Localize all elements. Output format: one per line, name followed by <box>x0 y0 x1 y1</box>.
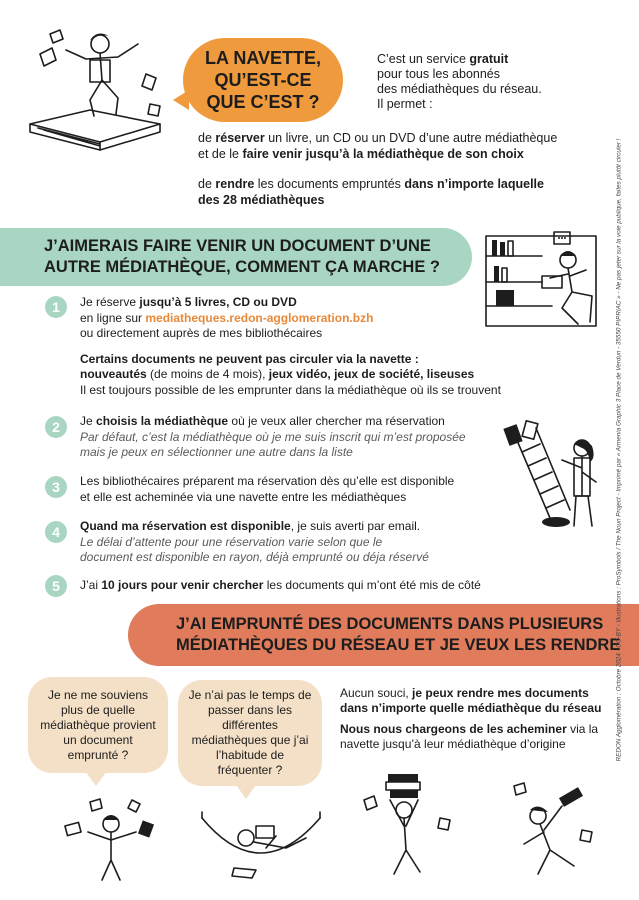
text: les documents empruntés <box>254 177 405 191</box>
intro-line: des médiathèques du réseau. <box>377 82 542 96</box>
answer-text <box>340 686 610 752</box>
text: de <box>198 131 216 145</box>
text-bold: rendre <box>215 177 255 191</box>
intro-line: Il permet : <box>377 97 433 111</box>
section2-banner <box>0 228 472 286</box>
bubble-line: plus de quelle <box>60 702 136 717</box>
ladder-librarian-illustration <box>496 418 612 530</box>
text-bold: nouveautés <box>80 367 147 381</box>
title-line: QU’EST-CE <box>214 70 312 90</box>
bubble-line: médiathèque provient <box>40 717 156 732</box>
intro-text <box>377 52 607 112</box>
bubble-line: Je n’ai pas le temps de <box>188 688 312 702</box>
question-bubble-1 <box>28 677 168 773</box>
feature-reserve <box>198 130 618 162</box>
text-bold: dans n’importe quelle médiathèque du réseau <box>340 701 602 715</box>
step-number-2: 2 <box>45 416 67 438</box>
title-line: QUE C’EST ? <box>206 92 320 112</box>
intro-line: pour tous les abonnés <box>377 67 501 81</box>
step-number-1: 1 <box>45 296 67 318</box>
text-bold: faire venir jusqu’à la médiathèque de son choix <box>242 147 524 161</box>
text-italic: mais je peux en sélectionner une autre dans la liste <box>80 445 353 459</box>
flying-book-reader-illustration <box>20 14 180 164</box>
text-italic: document est disponible en rayon, déjà emprunté ou déja réservé <box>80 550 429 564</box>
bubble-line: différentes <box>222 718 278 732</box>
text-italic: Par défaut, c’est la médiathèque où je me suis inscrit qui m’est proposée <box>80 429 466 444</box>
text: Les bibliothécaires préparent ma réservation dès qu’elle est disponible <box>80 474 455 488</box>
text-bold: des 28 médiathèques <box>198 193 325 207</box>
step-3 <box>80 474 480 505</box>
credits-vertical <box>615 138 623 762</box>
bubble-line: médiathèques que j’ai <box>191 733 309 747</box>
text: les documents qui m’ont été mis de côté <box>263 578 481 592</box>
banner-line: J’AI EMPRUNTÉ DES DOCUMENTS DANS PLUSIEURS <box>176 615 604 633</box>
text: où je veux aller chercher ma réservation <box>228 414 445 428</box>
feature-return <box>198 176 618 208</box>
question-bubble-2 <box>178 680 322 786</box>
step-number-4: 4 <box>45 521 67 543</box>
text: navette jusqu’à leur médiathèque d’origine <box>340 737 566 751</box>
text-bold: choisis la médiathèque <box>96 414 229 428</box>
bubble-line: passer dans les <box>207 703 293 717</box>
step-5 <box>80 578 560 594</box>
bubble-line: fréquenter ? <box>217 763 283 777</box>
bubble-tail <box>236 785 256 799</box>
bubble-tail <box>86 772 106 786</box>
text-bold: Quand ma réservation est disponible <box>80 519 291 533</box>
text-bold: jeux vidéo, jeux de société, liseuses <box>268 367 475 381</box>
text: via la <box>566 722 599 736</box>
text-bold: réserver <box>215 131 265 145</box>
banner-line: J’AIMERAIS FAIRE VENIR UN DOCUMENT D’UNE <box>44 237 431 255</box>
text: Il est toujours possible de les emprunter dans la médiathèque où ils se trouvent <box>80 382 501 397</box>
hammock-reader-illustration <box>196 808 326 880</box>
step-2 <box>80 414 480 461</box>
step-1 <box>80 295 550 398</box>
text: et de le <box>198 147 243 161</box>
text: J’ai <box>80 578 102 592</box>
text-bold: jusqu’à 5 livres, CD ou DVD <box>139 295 297 309</box>
navette-title-bubble <box>183 38 343 122</box>
text: Aucun souci, <box>340 686 413 700</box>
text: (de moins de 4 mois), <box>146 367 269 381</box>
banner-line: MÉDIATHÈQUES DU RÉSEAU ET JE VEUX LES RENDRE <box>176 636 621 654</box>
banner-line: AUTRE MÉDIATHÈQUE, COMMENT ÇA MARCHE ? <box>44 258 440 276</box>
bubble-line: un document <box>63 732 133 747</box>
step-number-5: 5 <box>45 575 67 597</box>
text: de <box>198 177 216 191</box>
carrying-books-illustration <box>354 770 464 880</box>
section3-banner <box>128 604 639 666</box>
text: et elle est acheminée via une navette entre les médiathèques <box>80 489 407 504</box>
step-number-3: 3 <box>45 476 67 498</box>
text: un livre, un CD ou un DVD d’une autre médiathèque <box>264 131 558 145</box>
text: Je <box>80 414 97 428</box>
step-4 <box>80 519 480 566</box>
catalog-link[interactable]: mediatheques.redon-agglomeration.bzh <box>145 310 374 325</box>
title-line: LA NAVETTE, <box>205 48 321 68</box>
text-italic: Le délai d’attente pour une réservation varie selon que le <box>80 534 383 549</box>
text-bold: Nous nous chargeons de les acheminer <box>340 722 567 736</box>
bubble-line: l’habitude de <box>215 748 285 762</box>
credits-text: REDON Agglomération : Octobre 2024 - CC-BY - Illustrations : ProSymbols / The Noun Project - Imprimé par « Armenia Graphic 3 Place de Verdun - 35550 PIPRIAC » - Ne pas jeter sur la voie publique, faites plutôt circuler ! <box>615 138 623 762</box>
text-bold: 10 jours pour venir chercher <box>101 578 264 592</box>
juggling-person-illustration <box>56 794 166 884</box>
intro-gratuit: gratuit <box>469 52 509 66</box>
text: , je suis averti par email. <box>290 519 421 533</box>
text: Je réserve <box>80 295 140 309</box>
intro-text-part: C’est un service <box>377 52 470 66</box>
text-bold: dans n’importe laquelle <box>404 177 544 191</box>
text-bold: je peux rendre mes documents <box>412 686 589 700</box>
jumping-person-illustration <box>494 770 604 880</box>
text-bold: Certains documents ne peuvent pas circuler via la navette : <box>80 351 419 366</box>
text: ou directement auprès de mes bibliothécaires <box>80 326 323 340</box>
bubble-line: emprunté ? <box>67 747 129 762</box>
bubble-line: Je ne me souviens <box>47 687 149 702</box>
text: en ligne sur <box>80 310 146 325</box>
